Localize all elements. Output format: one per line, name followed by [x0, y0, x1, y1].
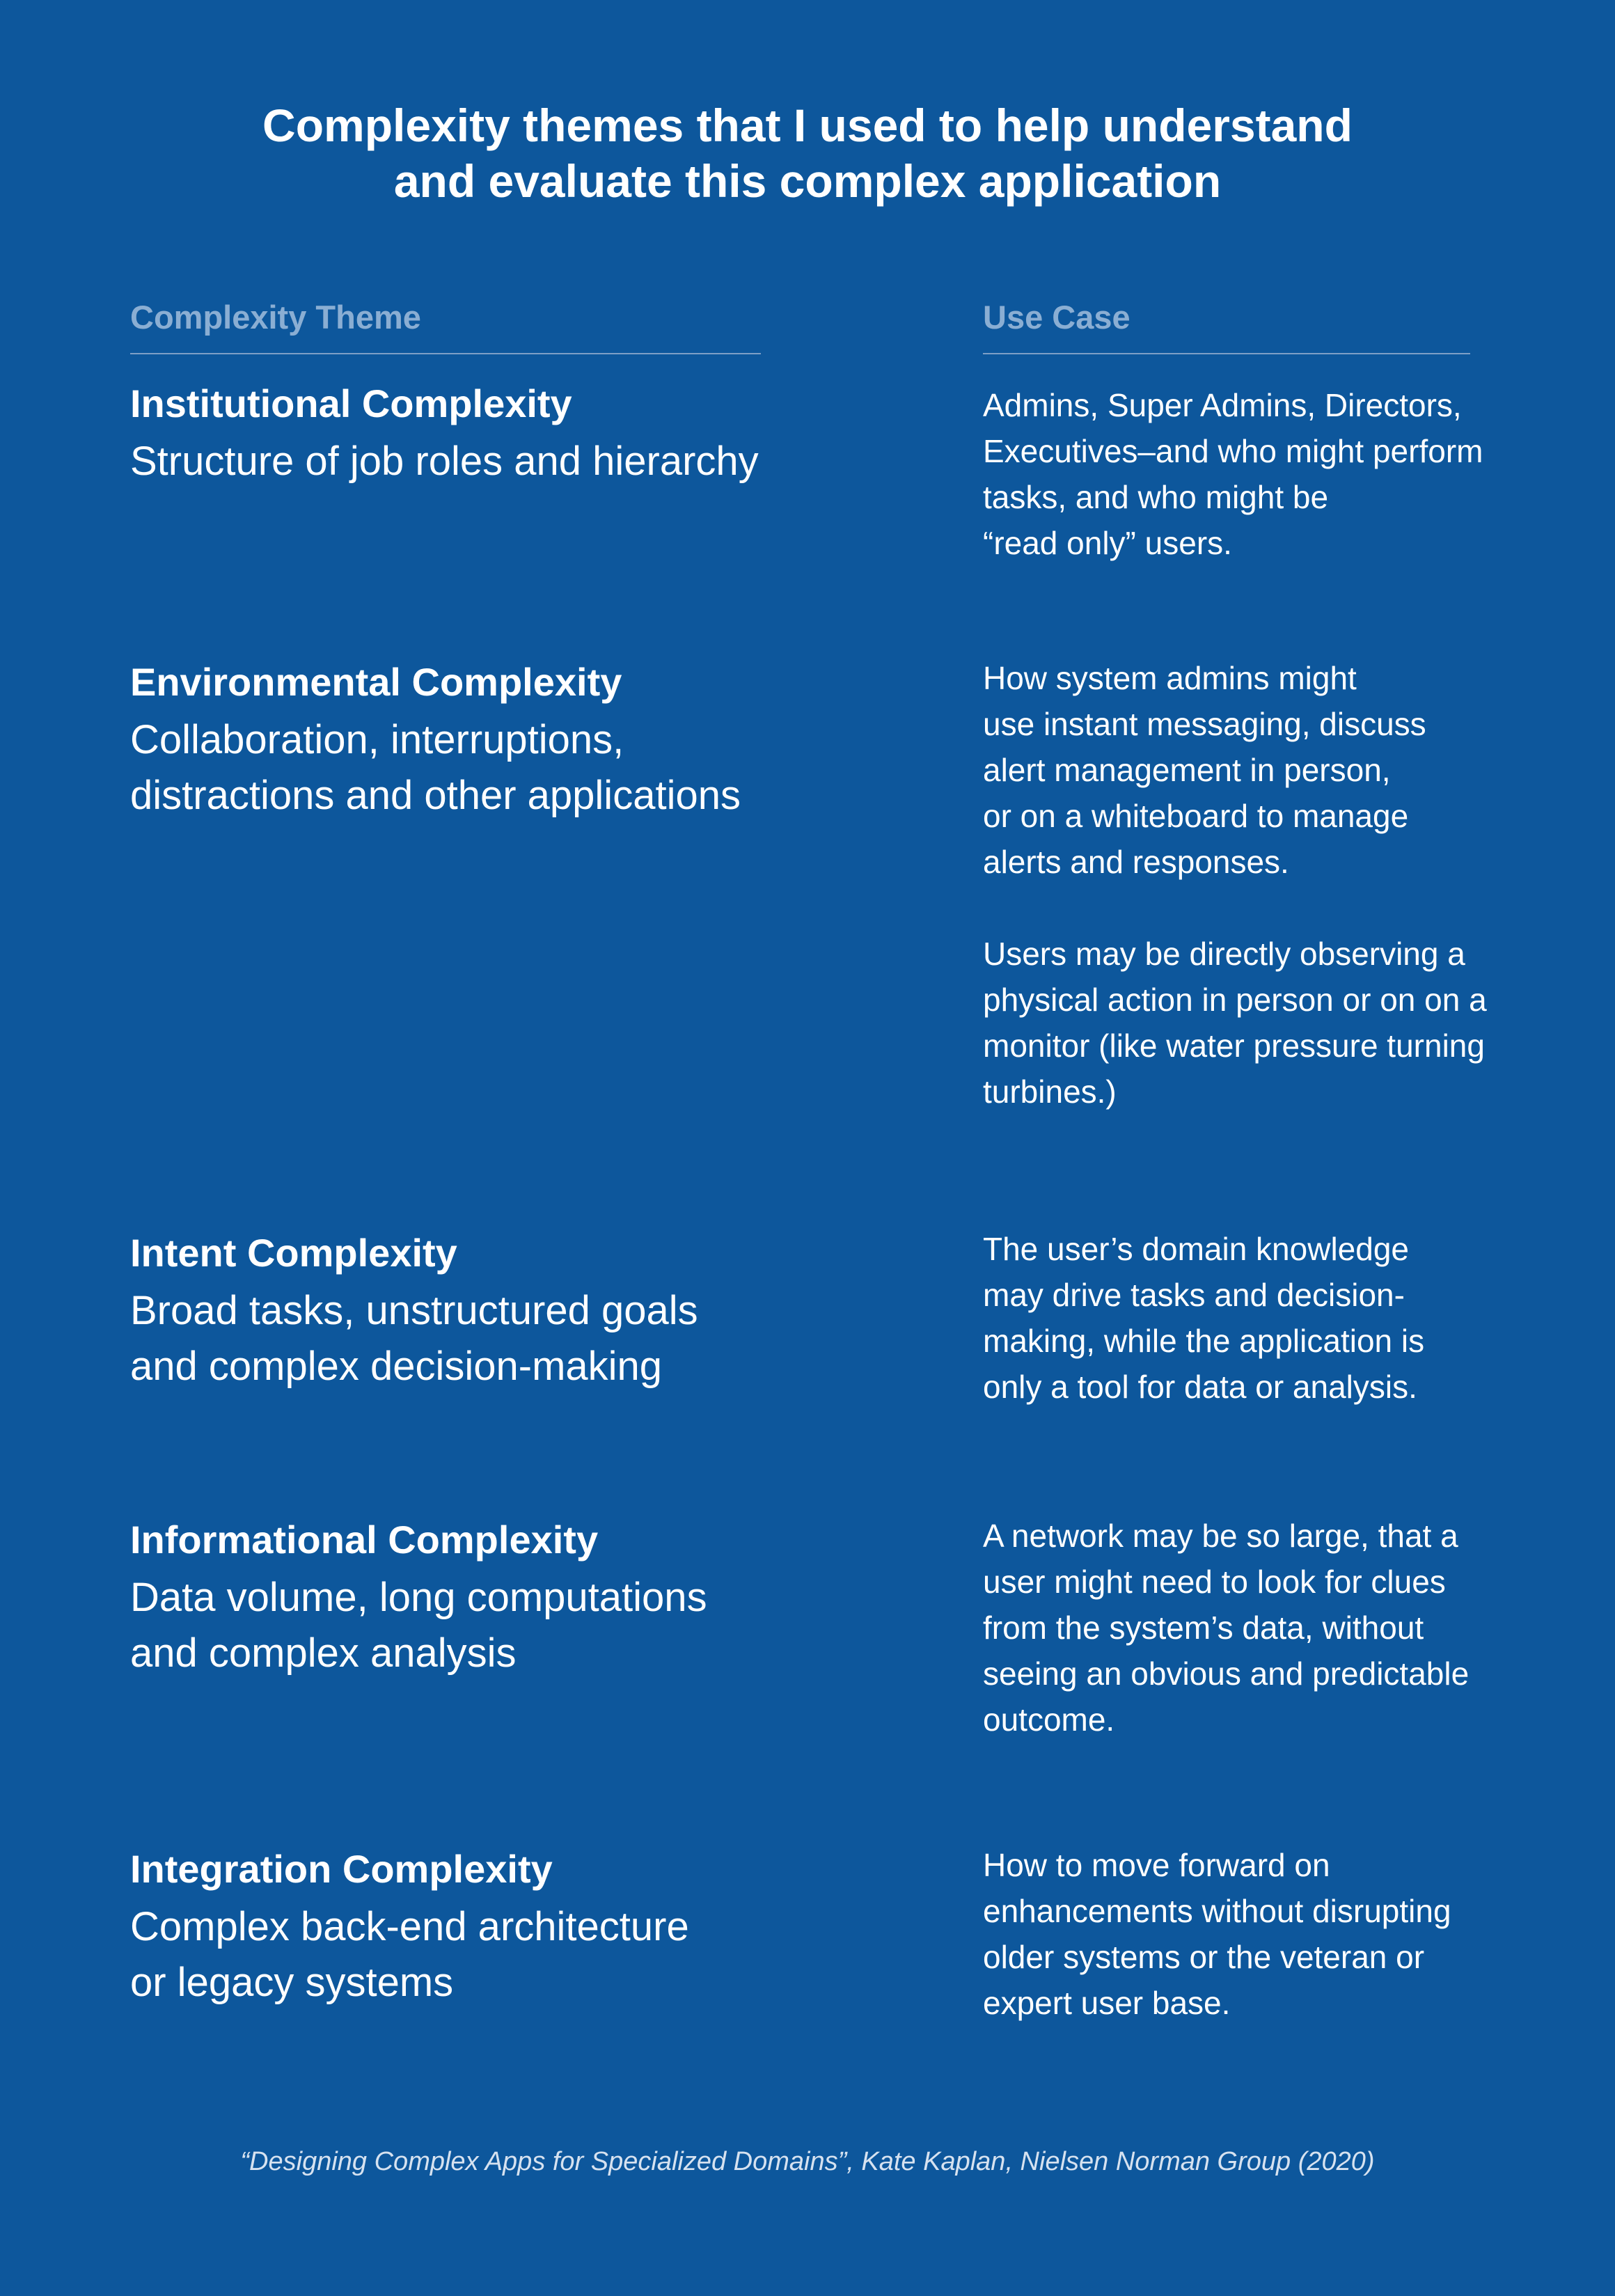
column-divider-use-case	[983, 353, 1470, 354]
use-case-line: Admins, Super Admins, Directors,	[983, 387, 1462, 423]
use-case-paragraph	[983, 1513, 1609, 1743]
page-title-line: and evaluate this complex application	[393, 155, 1222, 207]
use-case-line: only a tool for data or analysis.	[983, 1369, 1417, 1405]
theme-description-line: Data volume, long computations	[130, 1575, 707, 1620]
theme-title: Environmental Complexity	[130, 660, 622, 704]
theme-cell	[130, 1229, 896, 1394]
theme-cell	[130, 1845, 896, 2011]
theme-cell	[130, 658, 896, 824]
use-case-line: may drive tasks and decision-	[983, 1277, 1405, 1313]
use-case-line: tasks, and who might be	[983, 479, 1329, 515]
use-case-cell	[983, 1842, 1609, 2026]
use-case-line: enhancements without disrupting	[983, 1893, 1451, 1929]
theme-description	[130, 434, 896, 489]
use-case-paragraph	[983, 1842, 1609, 2026]
theme-description-line: and complex decision-making	[130, 1344, 663, 1389]
column-header-use-case: Use Case	[983, 299, 1130, 336]
use-case-line: user might need to look for clues	[983, 1564, 1446, 1600]
use-case-line: physical action in person or on on a	[983, 982, 1487, 1018]
theme-cell	[130, 379, 896, 489]
theme-description	[130, 1899, 896, 2011]
use-case-line: older systems or the veteran or	[983, 1939, 1425, 1975]
theme-description	[130, 712, 896, 824]
use-case-paragraph	[983, 655, 1609, 885]
use-case-line: outcome.	[983, 1701, 1115, 1738]
use-case-cell	[983, 1226, 1609, 1410]
theme-description-line: and complex analysis	[130, 1630, 517, 1676]
use-case-line: making, while the application is	[983, 1323, 1425, 1359]
use-case-line: from the system’s data, without	[983, 1610, 1424, 1646]
theme-description-line: Collaboration, interruptions,	[130, 717, 624, 762]
theme-description-line: or legacy systems	[130, 1960, 454, 2005]
theme-title: Institutional Complexity	[130, 382, 572, 425]
theme-description-line: distractions and other applications	[130, 773, 741, 818]
column-header-theme: Complexity Theme	[130, 299, 421, 336]
use-case-line: seeing an obvious and predictable	[983, 1656, 1470, 1692]
use-case-line: alert management in person,	[983, 752, 1391, 788]
theme-description-line: Broad tasks, unstructured goals	[130, 1288, 698, 1333]
use-case-line: expert user base.	[983, 1985, 1231, 2021]
use-case-line: Executives–and who might perform	[983, 433, 1483, 469]
use-case-paragraph	[983, 382, 1609, 566]
use-case-line: How to move forward on	[983, 1847, 1330, 1883]
column-divider-theme	[130, 353, 761, 354]
page-title	[0, 97, 1615, 209]
use-case-line: “read only” users.	[983, 525, 1232, 561]
use-case-line: or on a whiteboard to manage	[983, 798, 1409, 834]
theme-description	[130, 1570, 896, 1681]
theme-description	[130, 1283, 896, 1394]
theme-cell	[130, 1516, 896, 1681]
use-case-line: turbines.)	[983, 1074, 1117, 1110]
use-case-line: How system admins might	[983, 660, 1357, 696]
use-case-line: A network may be so large, that a	[983, 1518, 1458, 1554]
citation: “Designing Complex Apps for Specialized Domains”, Kate Kaplan, Nielsen Norman Group (2020)	[240, 2147, 1375, 2176]
use-case-cell	[983, 382, 1609, 566]
use-case-line: alerts and responses.	[983, 844, 1289, 880]
use-case-line: monitor (like water pressure turning	[983, 1028, 1485, 1064]
use-case-paragraph	[983, 1226, 1609, 1410]
use-case-line: Users may be directly observing a	[983, 936, 1465, 972]
use-case-line: use instant messaging, discuss	[983, 706, 1426, 742]
theme-description-line: Structure of job roles and hierarchy	[130, 439, 759, 484]
use-case-line: The user’s domain knowledge	[983, 1231, 1409, 1267]
page-title-line: Complexity themes that I used to help understand	[262, 100, 1353, 151]
theme-title: Integration Complexity	[130, 1847, 553, 1891]
use-case-paragraph	[983, 931, 1609, 1115]
theme-title: Informational Complexity	[130, 1518, 599, 1562]
use-case-cell	[983, 1513, 1609, 1743]
use-case-cell	[983, 655, 1609, 1115]
theme-title: Intent Complexity	[130, 1231, 457, 1275]
theme-description-line: Complex back-end architecture	[130, 1904, 689, 1949]
